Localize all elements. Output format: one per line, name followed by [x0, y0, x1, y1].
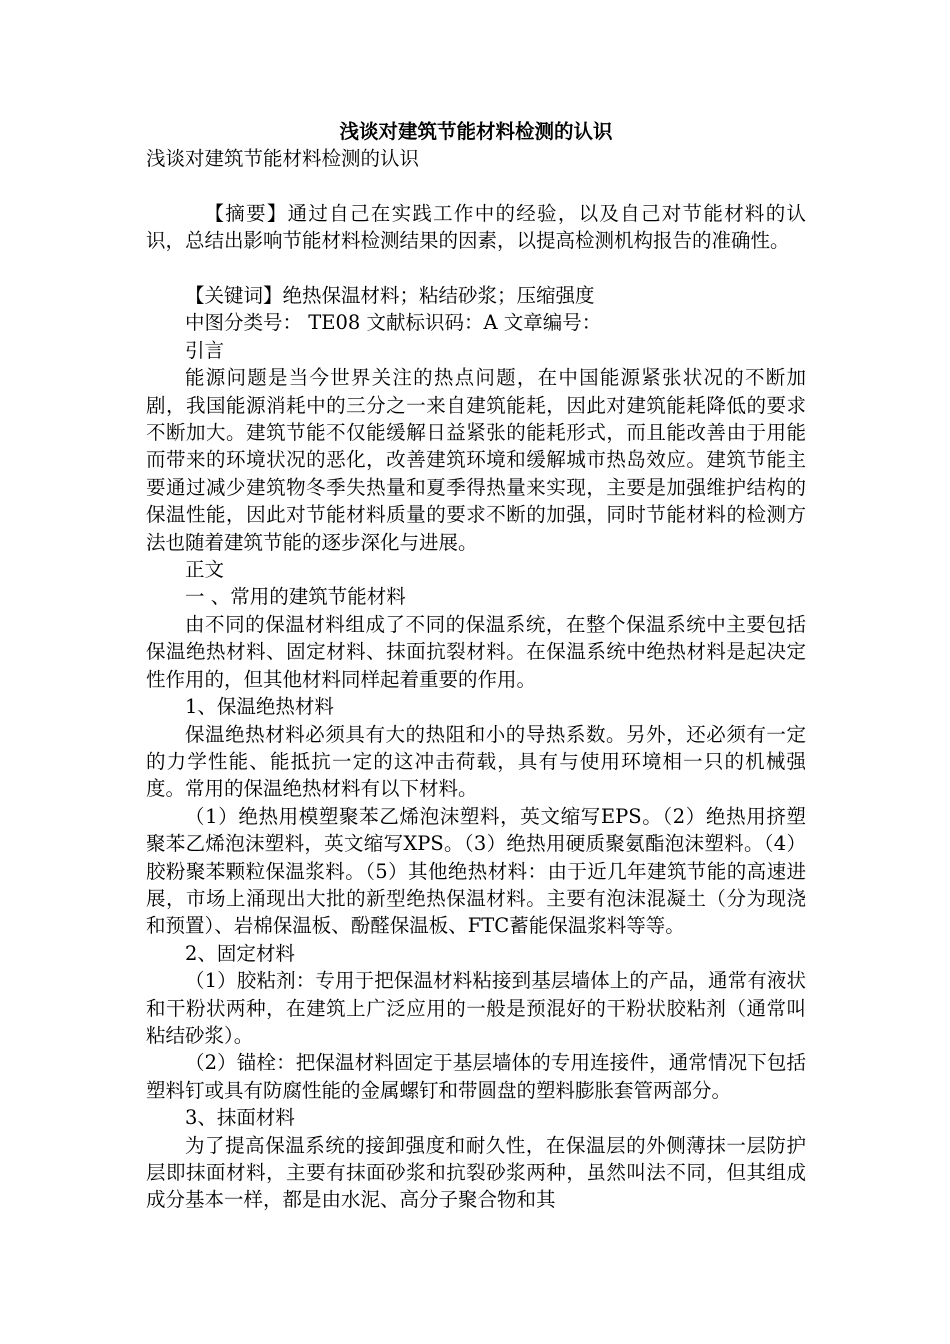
- body-heading: 正文: [185, 558, 225, 582]
- section1-heading: 一 、常用的建筑节能材料: [185, 585, 406, 609]
- document-page: [146, 118, 806, 1214]
- blank-line: [146, 172, 806, 199]
- sub2-heading: 2、固定材料: [185, 941, 295, 965]
- sub2-item2-paragraph: （2）锚栓：把保温材料固定于基层墙体的专用连接件，通常情况下包括塑料钉或具有防腐性能的金属螺钉和带圆盘的塑料膨胀套管两部分。: [146, 1051, 806, 1102]
- intro-heading: 引言: [185, 338, 225, 362]
- section1-paragraph: 由不同的保温材料组成了不同的保温系统，在整个保温系统中主要包括保温绝热材料、固定材料、抹面抗裂材料。在保温系统中绝热材料是起决定性作用的，但其他材料同样起着重要的作用。: [146, 612, 806, 691]
- document-title: 浅谈对建筑节能材料检测的认识: [339, 120, 613, 143]
- sub1-list-paragraph: （1）绝热用模塑聚苯乙烯泡沫塑料，英文缩写EPS。（2）绝热用挤塑聚苯乙烯泡沫塑料，英文缩写XPS。（3）绝热用硬质聚氨酯泡沫塑料。（4）胶粉聚苯颗粒保温浆料。（5）其他绝热材料：由于近几年建筑节能的高速进展，市场上涌现出大批的新型绝热保温材料。主要有泡沫混凝土（分为现浇和预置）、岩棉保温板、酚醛保温板、FTC蓄能保温浆料等等。: [146, 804, 806, 938]
- keywords-line: 【关键词】绝热保温材料；粘结砂浆；压缩强度: [185, 284, 595, 307]
- intro-paragraph: 能源问题是当今世界关注的热点问题，在中国能源紧张状况的不断加剧，我国能源消耗中的三分之一来自建筑能耗，因此对建筑能耗降低的要求不断加大。建筑节能不仅能缓解日益紧张的能耗形式，而且能改善由于用能而带来的环境状况的恶化，改善建筑环境和缓解城市热岛效应。建筑节能主要通过减少建筑物冬季失热量和夏季得热量来实现，主要是加强维护结构的保温性能，因此对节能材料质量的要求不断的加强，同时节能材料的检测方法也随着建筑节能的逐步深化与进展。: [146, 366, 806, 554]
- sub3-paragraph: 为了提高保温系统的接卸强度和耐久性，在保温层的外侧薄抹一层防护层即抹面材料，主要有抹面砂浆和抗裂砂浆两种，虽然叫法不同，但其组成成分基本一样，都是由水泥、高分子聚合物和其: [146, 1133, 806, 1212]
- abstract-paragraph: 【摘要】通过自己在实践工作中的经验，以及自己对节能材料的认识，总结出影响节能材料检测结果的因素，以提高检测机构报告的准确性。: [146, 201, 806, 253]
- sub1-paragraph: 保温绝热材料必须具有大的热阻和小的导热系数。另外，还必须有一定的力学性能、能抵抗一定的这冲击荷载，具有与使用环境相一只的机械强度。常用的保温绝热材料有以下材料。: [146, 722, 806, 801]
- sub3-heading: 3、抹面材料: [185, 1106, 295, 1130]
- sub2-item1-paragraph: （1）胶粘剂：专用于把保温材料粘接到基层墙体上的产品，通常有液状和干粉状两种，在建筑上广泛应用的一般是预混好的干粉状胶粘剂（通常叫粘结砂浆）。: [146, 969, 806, 1047]
- blank-line: [146, 255, 806, 282]
- document-subtitle: 浅谈对建筑节能材料检测的认识: [146, 147, 420, 170]
- classification-line: 中图分类号： TE08 文献标识码：A 文章编号：: [185, 311, 602, 335]
- sub1-heading: 1、保温绝热材料: [185, 695, 334, 719]
